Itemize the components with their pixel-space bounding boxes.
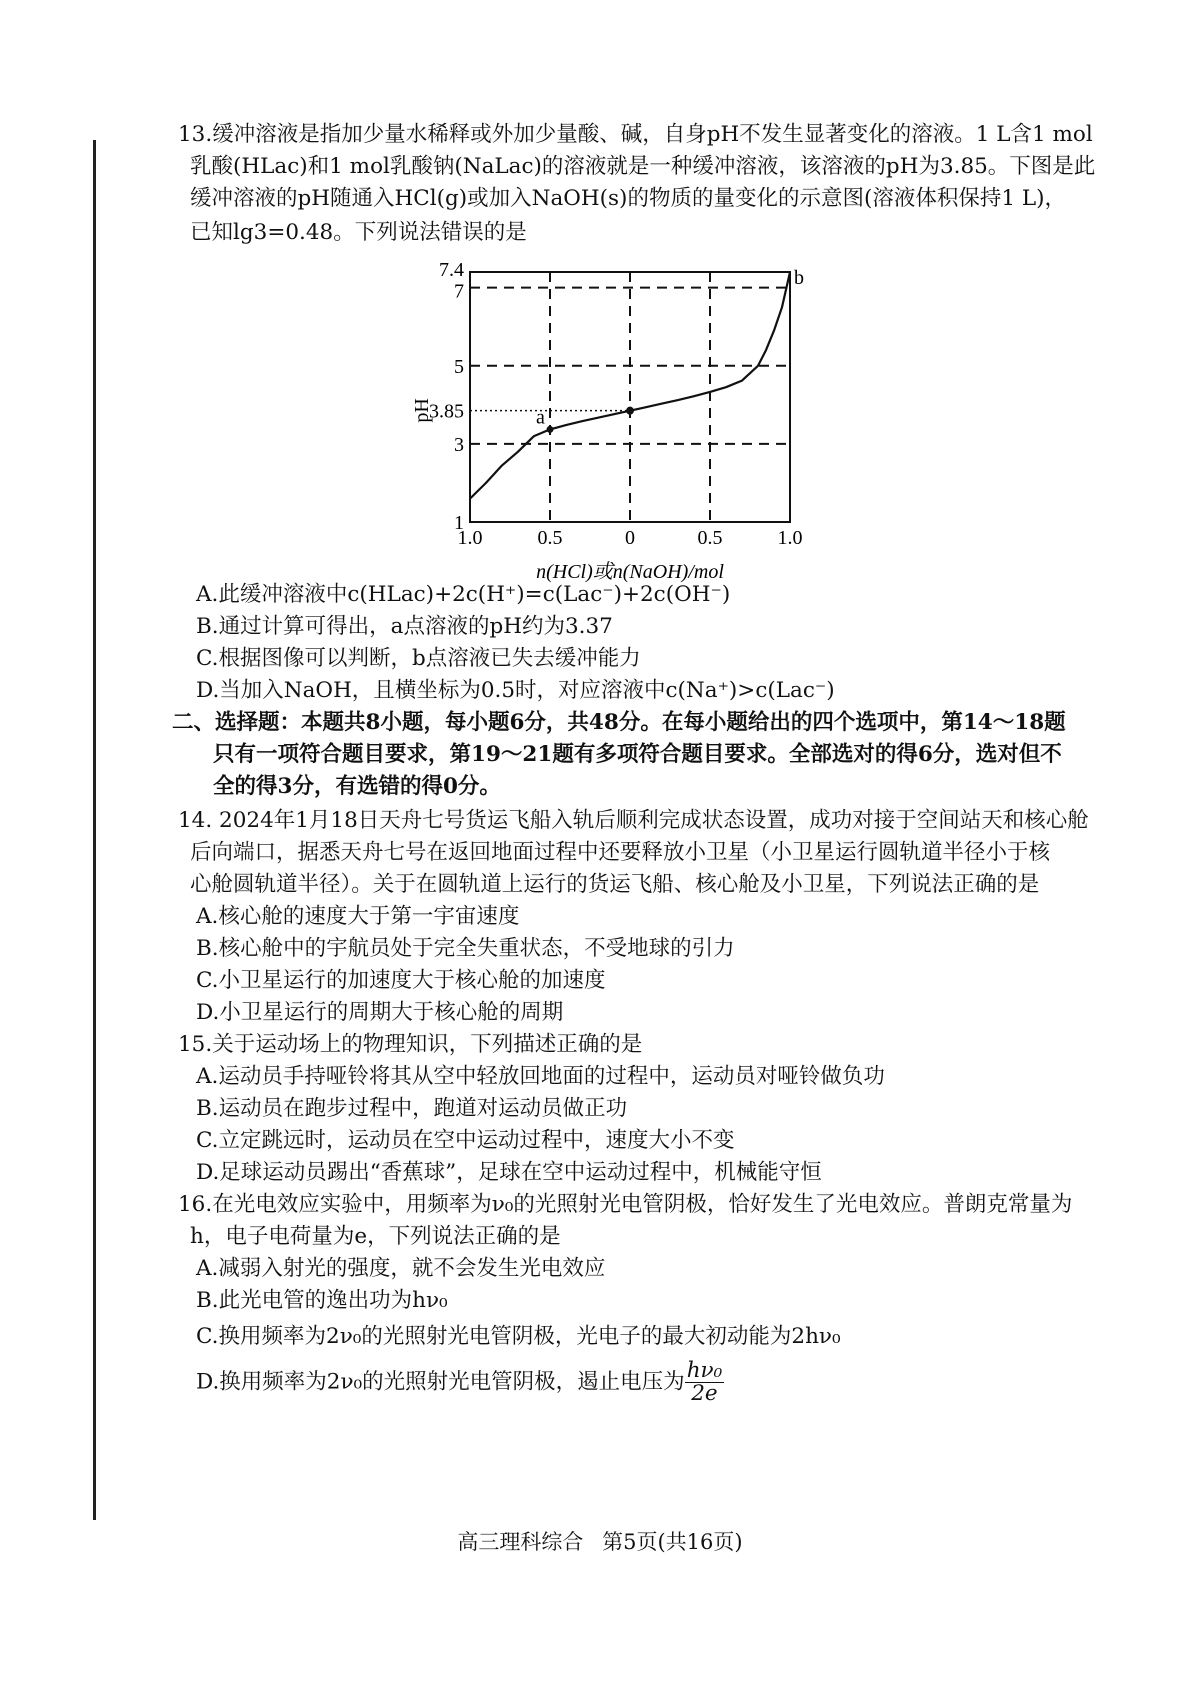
fraction-numerator: hν₀ [686, 1358, 723, 1383]
point-a-label: a [536, 406, 545, 429]
ph-chart [411, 259, 840, 592]
chart-points [536, 267, 804, 433]
q15-option-b: B.运动员在跑步过程中，跑道对运动员做正功 [196, 1096, 628, 1121]
q14-option-a: A.核心舱的速度大于第一宇宙速度 [196, 904, 520, 929]
x-tick-0: 1.0 [457, 527, 483, 549]
y-tick-0: 1 [454, 512, 464, 534]
x-tick-2: 0 [625, 527, 635, 549]
q14-line-1: 14. 2024年1月18日天舟七号货运飞船入轨后顺利完成状态设置，成功对接于空间站天和核心舱 [178, 808, 1089, 833]
section-2-line-1: 二、选择题：本题共8小题，每小题6分，共48分。在每小题给出的四个选项中，第14～18题 [172, 710, 1066, 735]
margin-line [93, 140, 96, 1520]
q13-line-1: 13.缓冲溶液是指加少量水稀释或外加少量酸、碱，自身pH不发生显著变化的溶液。1 L含1 mol [178, 122, 1093, 147]
section-2-line-2: 只有一项符合题目要求，第19～21题有多项符合题目要求。全部选对的得6分，选对但不 [213, 742, 1062, 767]
q14-line-3: 心舱圆轨道半径）。关于在圆轨道上运行的货运飞船、核心舱及小卫星，下列说法正确的是 [190, 872, 1040, 897]
chart-grid [470, 272, 790, 522]
q15-option-c: C.立定跳远时，运动员在空中运动过程中，速度大小不变 [196, 1128, 735, 1153]
q14-option-b: B.核心舱中的宇航员处于完全失重状态，不受地球的引力 [196, 936, 735, 961]
x-tick-3: 0.5 [697, 527, 723, 549]
section-2-line-3: 全的得3分，有选错的得0分。 [213, 774, 501, 799]
q13-option-d: D.当加入NaOH，且横坐标为0.5时，对应溶液中c(Na⁺)>c(Lac⁻) [196, 678, 835, 703]
point-a [547, 426, 554, 433]
x-tick-4: 1.0 [777, 527, 803, 549]
point-midpoint [626, 407, 634, 415]
stopping-voltage-fraction [685, 1360, 725, 1405]
q16-option-a: A.减弱入射光的强度，就不会发生光电效应 [196, 1256, 606, 1281]
q15-option-a: A.运动员手持哑铃将其从空中轻放回地面的过程中，运动员对哑铃做负功 [196, 1064, 885, 1089]
chart-axis-labels [411, 398, 724, 583]
y-tick-1: 3 [454, 433, 464, 456]
q13-line-4: 已知lg3=0.48。下列说法错误的是 [190, 220, 527, 245]
chart-y-ticks [429, 259, 464, 534]
q13-line-2: 乳酸(HLac)和1 mol乳酸钠(NaLac)的溶液就是一种缓冲溶液，该溶液的pH为3.85。下图是此 [190, 154, 1096, 179]
y-tick-4: 7 [454, 280, 464, 303]
x-axis-label: n(HCl)或n(NaOH)/mol [536, 561, 724, 583]
x-tick-1: 0.5 [537, 527, 563, 549]
q16-option-d [196, 1360, 724, 1405]
chart-x-ticks [458, 527, 803, 549]
q13-line-3: 缓冲溶液的pH随通入HCl(g)或加入NaOH(s)的物质的量变化的示意图(溶液体积保持1 L)， [190, 186, 1067, 211]
footer-subject: 高三理科综合 [457, 1530, 584, 1554]
q15-line-1: 15.关于运动场上的物理知识，下列描述正确的是 [178, 1032, 643, 1057]
q14-option-c: C.小卫星运行的加速度大于核心舱的加速度 [196, 968, 606, 993]
q16-option-b: B.此光电管的逸出功为hν₀ [196, 1288, 448, 1313]
q16-line-2: h，电子电荷量为e，下列说法正确的是 [190, 1224, 561, 1249]
page-footer [0, 1526, 1200, 1556]
y-tick-3: 5 [454, 355, 464, 378]
q16-option-d-text: D.换用频率为2ν₀的光照射光电管阴极，遏止电压为 [196, 1369, 685, 1395]
point-b-label: b [794, 267, 804, 289]
q14-line-2: 后向端口，据悉天舟七号在返回地面过程中还要释放小卫星（小卫星运行圆轨道半径小于核 [190, 840, 1051, 865]
q16-line-1: 16.在光电效应实验中，用频率为ν₀的光照射光电管阴极，恰好发生了光电效应。普朗克常量为 [178, 1192, 1073, 1217]
q13-option-a: A.此缓冲溶液中c(HLac)+2c(H⁺)=c(Lac⁻)+2c(OH⁻) [196, 582, 731, 607]
y-tick-2: 3.85 [429, 400, 464, 423]
q13-option-b: B.通过计算可得出，a点溶液的pH约为3.37 [196, 614, 613, 639]
q15-option-d: D.足球运动员踢出“香蕉球”，足球在空中运动过程中，机械能守恒 [196, 1160, 822, 1185]
q13-option-c: C.根据图像可以判断，b点溶液已失去缓冲能力 [196, 646, 641, 671]
footer-page-number: 第5页(共16页) [602, 1530, 743, 1554]
fraction-denominator: 2e [691, 1381, 718, 1406]
y-axis-label: pH [411, 398, 433, 423]
q16-option-c: C.换用频率为2ν₀的光照射光电管阴极，光电子的最大初动能为2hν₀ [196, 1324, 841, 1349]
q14-option-d: D.小卫星运行的周期大于核心舱的周期 [196, 1000, 564, 1025]
y-tick-5: 7.4 [439, 259, 464, 281]
